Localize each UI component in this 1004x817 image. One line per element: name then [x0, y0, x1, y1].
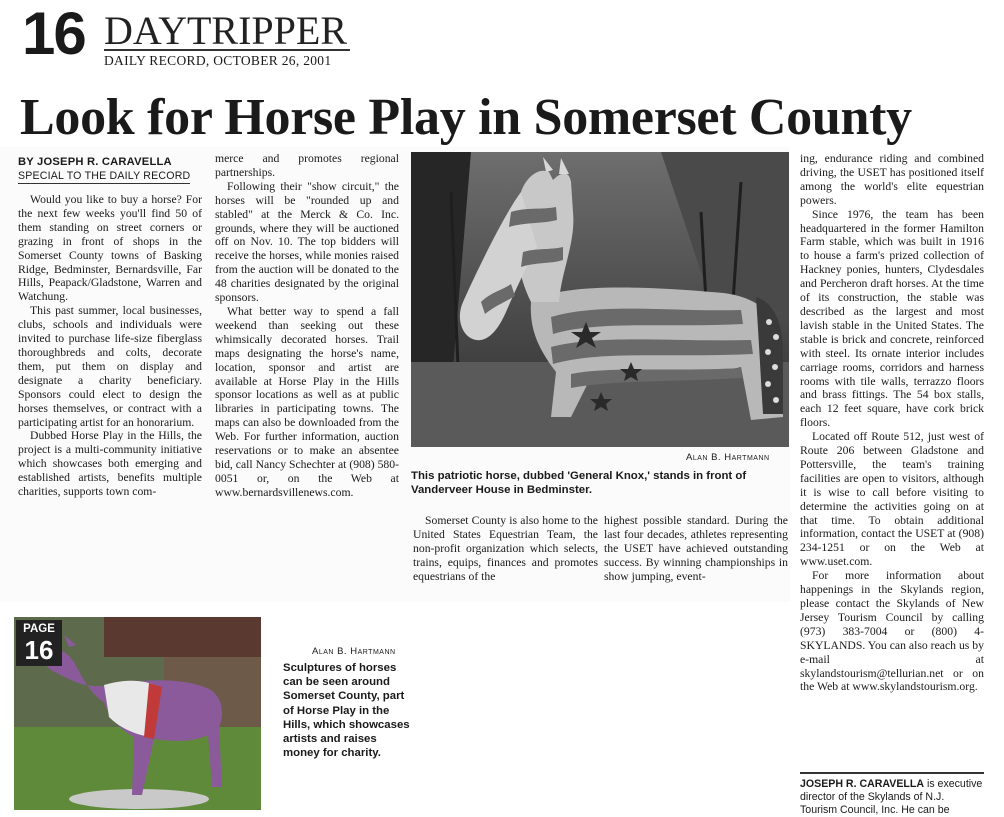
paragraph: Would you like to buy a horse? For the next few weeks you'll find 50 of them standing on street corners or grazing in front of shops in the Somerset County towns of Basking Ridge, Bedminster, Bernardsville, Far Hills, Peapack/Gladstone, Warren and Watchung.	[18, 193, 202, 304]
paragraph: Somerset County is also home to the United States Equestrian Team, the non-profit organization which selects, trains, equips, finances and promotes equestrians of the	[413, 514, 598, 583]
paragraph: Since 1976, the team has been headquartered in the former Hamilton Farm stable, which was built in 1916 to house a farm's prized collection of Hackney ponies, hunters, Clydesdales and Percheron draft horses. At the time of its construction, the stable was described as the largest and most lavish stable in the United States. The stable is brick and concrete, reinforced with steel. Its ornate interior includes carriage rooms, corridors and harness rooms with tile walls, terrazzo floors and brass fittings. The 54 box stalls, each 12 feet square, have cork brick floors.	[800, 207, 984, 430]
section-title: DAYTRIPPER	[104, 8, 348, 53]
page-tag-label: PAGE	[23, 623, 55, 635]
author-bio	[800, 778, 984, 817]
paragraph: What better way to spend a fall weekend than seeking out these whimsically decorated horses. Trail maps designating the horse's name, location, sponsor and artist are available at Horse Play in the Hills sponsor locations as well as at public libraries in participating towns. The maps can also be downloaded from the Web. For further information, auction reservations or to make an absentee bid, call Nancy Schechter at (908) 580-0051 or, on the Web at www.bernardsvillenews.com.	[215, 304, 400, 499]
header-divider	[104, 49, 350, 51]
main-photo-general-knox-horse	[411, 152, 789, 447]
promo-photo-credit: Alan B. Hartmann	[312, 646, 396, 657]
article-column-1	[18, 193, 202, 499]
page-tag-number: 16	[24, 635, 54, 665]
article-column-2	[215, 152, 399, 500]
main-photo-caption: This patriotic horse, dubbed 'General Knox,' stands in front of Vanderveer House in Bedminster.	[411, 470, 747, 496]
article-column-5	[800, 152, 984, 694]
horse-photo-illustration	[411, 152, 789, 447]
page-number: 16	[22, 0, 85, 67]
main-photo-credit: Alan B. Hartmann	[686, 452, 770, 463]
byline-name: BY JOSEPH R. CARAVELLA	[18, 156, 172, 168]
footer-divider	[800, 772, 984, 774]
dateline: DAILY RECORD, OCTOBER 26, 2001	[104, 53, 332, 68]
author-name: JOSEPH R. CARAVELLA	[800, 778, 925, 790]
paragraph: This past summer, local businesses, clubs, schools and individuals were invited to purchase life-size fiberglass thoroughbreds and colts, decorate them, put them on display and designate a charity beneficiary. Sponsors could elect to design the horses themselves, or contract with a participating artist for an honorarium.	[18, 304, 202, 429]
article-column-4	[604, 514, 788, 584]
paragraph: For more information about happenings in the Skylands region, please contact the Skylands of New Jersey Tourism Council by calling (973) 383-7004 or (800) 4-SKYLANDS. You can also reach us by e-mail at skylandstourism@tellurian.net or on the Web at www.skylandstourism.org.	[800, 569, 984, 694]
author-bio-text: is executive director of the Skylands of N.J. Tourism Council, Inc. He can be	[800, 778, 983, 816]
paragraph: Dubbed Horse Play in the Hills, the project is a multi-community initiative which showcases both emerging and established artists, benefits multiple charities, supports town com-	[18, 429, 202, 499]
paragraph: Following their "show circuit," the horses will be "rounded up and stabled" at the Merck & Co. Inc. grounds, where they will be auctioned off on Nov. 10. The top bidders will receive the horses, while monies raised from the auction will be donated to the 48 charities designated by the original sponsors.	[215, 179, 399, 305]
paragraph: highest possible standard. During the last four decades, athletes representing the USET have achieved outstanding success. By winning championships in show jumping, event-	[604, 514, 788, 583]
promo-caption: Sculptures of horses can be seen around Somerset County, part of Horse Play in the Hills, which showcases artists and raises money for charity.	[283, 662, 410, 760]
page-16-tag[interactable]	[16, 620, 62, 666]
paragraph: ing, endurance riding and combined driving, the USET has positioned itself among the world's elite equestrian powers.	[800, 152, 984, 207]
headline: Look for Horse Play in Somerset County	[20, 89, 912, 146]
paragraph: Located off Route 512, just west of Route 206 between Gladstone and Pottersville, the team's training facilities are open to visitors, although it is wise to call before visiting to determine the activities going on at that time. To obtain additional information, contact the USET at (908) 234-1251 or on the Web at www.uset.com.	[800, 430, 984, 569]
article-column-3	[413, 514, 598, 584]
byline-role: SPECIAL TO THE DAILY RECORD	[18, 170, 191, 182]
paragraph: merce and promotes regional partnerships.	[215, 152, 399, 179]
